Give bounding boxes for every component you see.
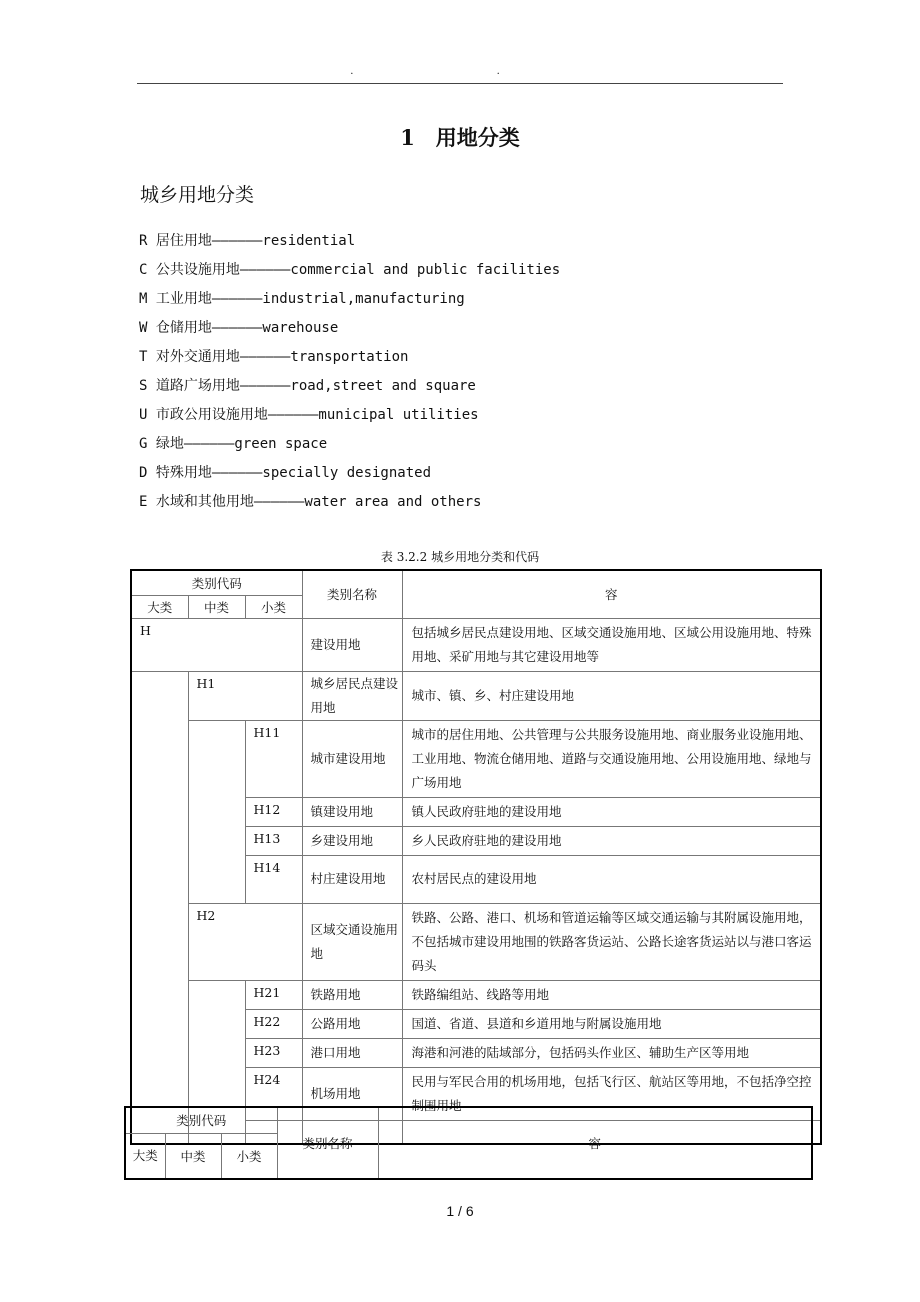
page-number: 1 / 6	[446, 1203, 474, 1219]
header-name: 类别名称	[277, 1107, 378, 1179]
land-use-item: D 特殊用地——————specially designated	[139, 465, 432, 481]
header-name: 类别名称	[302, 570, 402, 618]
row-code: H21	[245, 980, 302, 1009]
row-name: 建设用地	[302, 618, 402, 671]
header-content: 容	[378, 1107, 812, 1179]
header-medium: 中类	[188, 595, 245, 618]
land-use-item: G 绿地——————green space	[139, 436, 328, 452]
row-name: 城乡居民点建设用地	[302, 671, 402, 720]
header-minor: 小类	[245, 595, 302, 618]
table-row	[131, 618, 821, 671]
land-use-item: C 公共设施用地——————commercial and public facilities	[139, 262, 561, 278]
land-use-item: T 对外交通用地——————transportation	[139, 349, 409, 365]
row-name: 铁路用地	[302, 980, 402, 1009]
row-desc: 农村居民点的建设用地	[402, 855, 821, 903]
row-code: H12	[245, 797, 302, 826]
row-code: H22	[245, 1009, 302, 1038]
land-use-list	[139, 230, 560, 520]
section-title: 城乡用地分类	[140, 184, 255, 206]
row-code: H14	[245, 855, 302, 903]
row-desc: 城市的居住用地、公共管理与公共服务设施用地、商业服务业设施用地、工业用地、物流仓储用地、道路与交通设施用地、公用设施用地、绿地与广场用地	[402, 720, 821, 797]
land-use-item: S 道路广场用地——————road,street and square	[139, 378, 476, 394]
row-desc: 乡人民政府驻地的建设用地	[402, 826, 821, 855]
land-classification-table	[130, 569, 822, 1145]
row-name: 乡建设用地	[302, 826, 402, 855]
row-desc: 镇人民政府驻地的建设用地	[402, 797, 821, 826]
row-code: H2	[188, 903, 302, 980]
row-code: H	[131, 618, 302, 671]
header-minor: 小类	[221, 1133, 277, 1179]
header-content: 容	[402, 570, 821, 618]
row-name: 镇建设用地	[302, 797, 402, 826]
header-major: 大类	[125, 1133, 165, 1179]
row-code: H13	[245, 826, 302, 855]
header-dots: . .	[350, 66, 570, 77]
continuation-table-header	[124, 1106, 813, 1180]
row-desc: 城市、镇、乡、村庄建设用地	[402, 671, 821, 720]
row-desc: 铁路编组站、线路等用地	[402, 980, 821, 1009]
land-use-item: W 仓储用地——————warehouse	[139, 320, 339, 336]
row-name: 港口用地	[302, 1038, 402, 1067]
row-name: 公路用地	[302, 1009, 402, 1038]
land-use-item: U 市政公用设施用地——————municipal utilities	[139, 407, 479, 423]
table-header-row	[125, 1107, 812, 1133]
row-name: 城市建设用地	[302, 720, 402, 797]
row-desc: 国道、省道、县道和乡道用地与附属设施用地	[402, 1009, 821, 1038]
row-code: H11	[245, 720, 302, 797]
row-desc: 海港和河港的陆域部分，包括码头作业区、辅助生产区等用地	[402, 1038, 821, 1067]
row-code: H24	[245, 1067, 302, 1120]
empty-cell	[131, 671, 188, 1144]
row-desc: 铁路、公路、港口、机场和管道运输等区域交通运输与其附属设施用地，不包括城市建设用地围的铁路客货运站、公路长途客货运站以与港口客运码头	[402, 903, 821, 980]
row-desc: 民用与军民合用的机场用地，包括飞行区、航站区等用地，不包括净空控制围用地	[402, 1067, 821, 1120]
row-code: H23	[245, 1038, 302, 1067]
header-code: 类别代码	[131, 570, 302, 595]
header-code: 类别代码	[125, 1107, 277, 1133]
header-rule	[137, 83, 783, 84]
row-name: 村庄建设用地	[302, 855, 402, 903]
empty-cell	[188, 720, 245, 903]
land-use-item: M 工业用地——————industrial,manufacturing	[139, 291, 465, 307]
land-use-item: E 水域和其他用地——————water area and others	[139, 494, 482, 510]
row-name: 机场用地	[302, 1067, 402, 1120]
table-row	[131, 980, 821, 1009]
row-desc: 包括城乡居民点建设用地、区域交通设施用地、区域公用设施用地、特殊用地、采矿用地与其它建设用地等	[402, 618, 821, 671]
land-use-item: R 居住用地——————residential	[139, 233, 356, 249]
header-major: 大类	[131, 595, 188, 618]
table-row	[131, 720, 821, 797]
table-header-row	[131, 570, 821, 595]
table-row	[131, 671, 821, 720]
row-name: 区域交通设施用地	[302, 903, 402, 980]
row-code: H1	[188, 671, 302, 720]
header-medium: 中类	[165, 1133, 221, 1179]
table-caption: 表 3.2.2 城乡用地分类和代码	[380, 550, 540, 564]
chapter-title: 1 用地分类	[400, 125, 520, 150]
table-row	[131, 903, 821, 980]
